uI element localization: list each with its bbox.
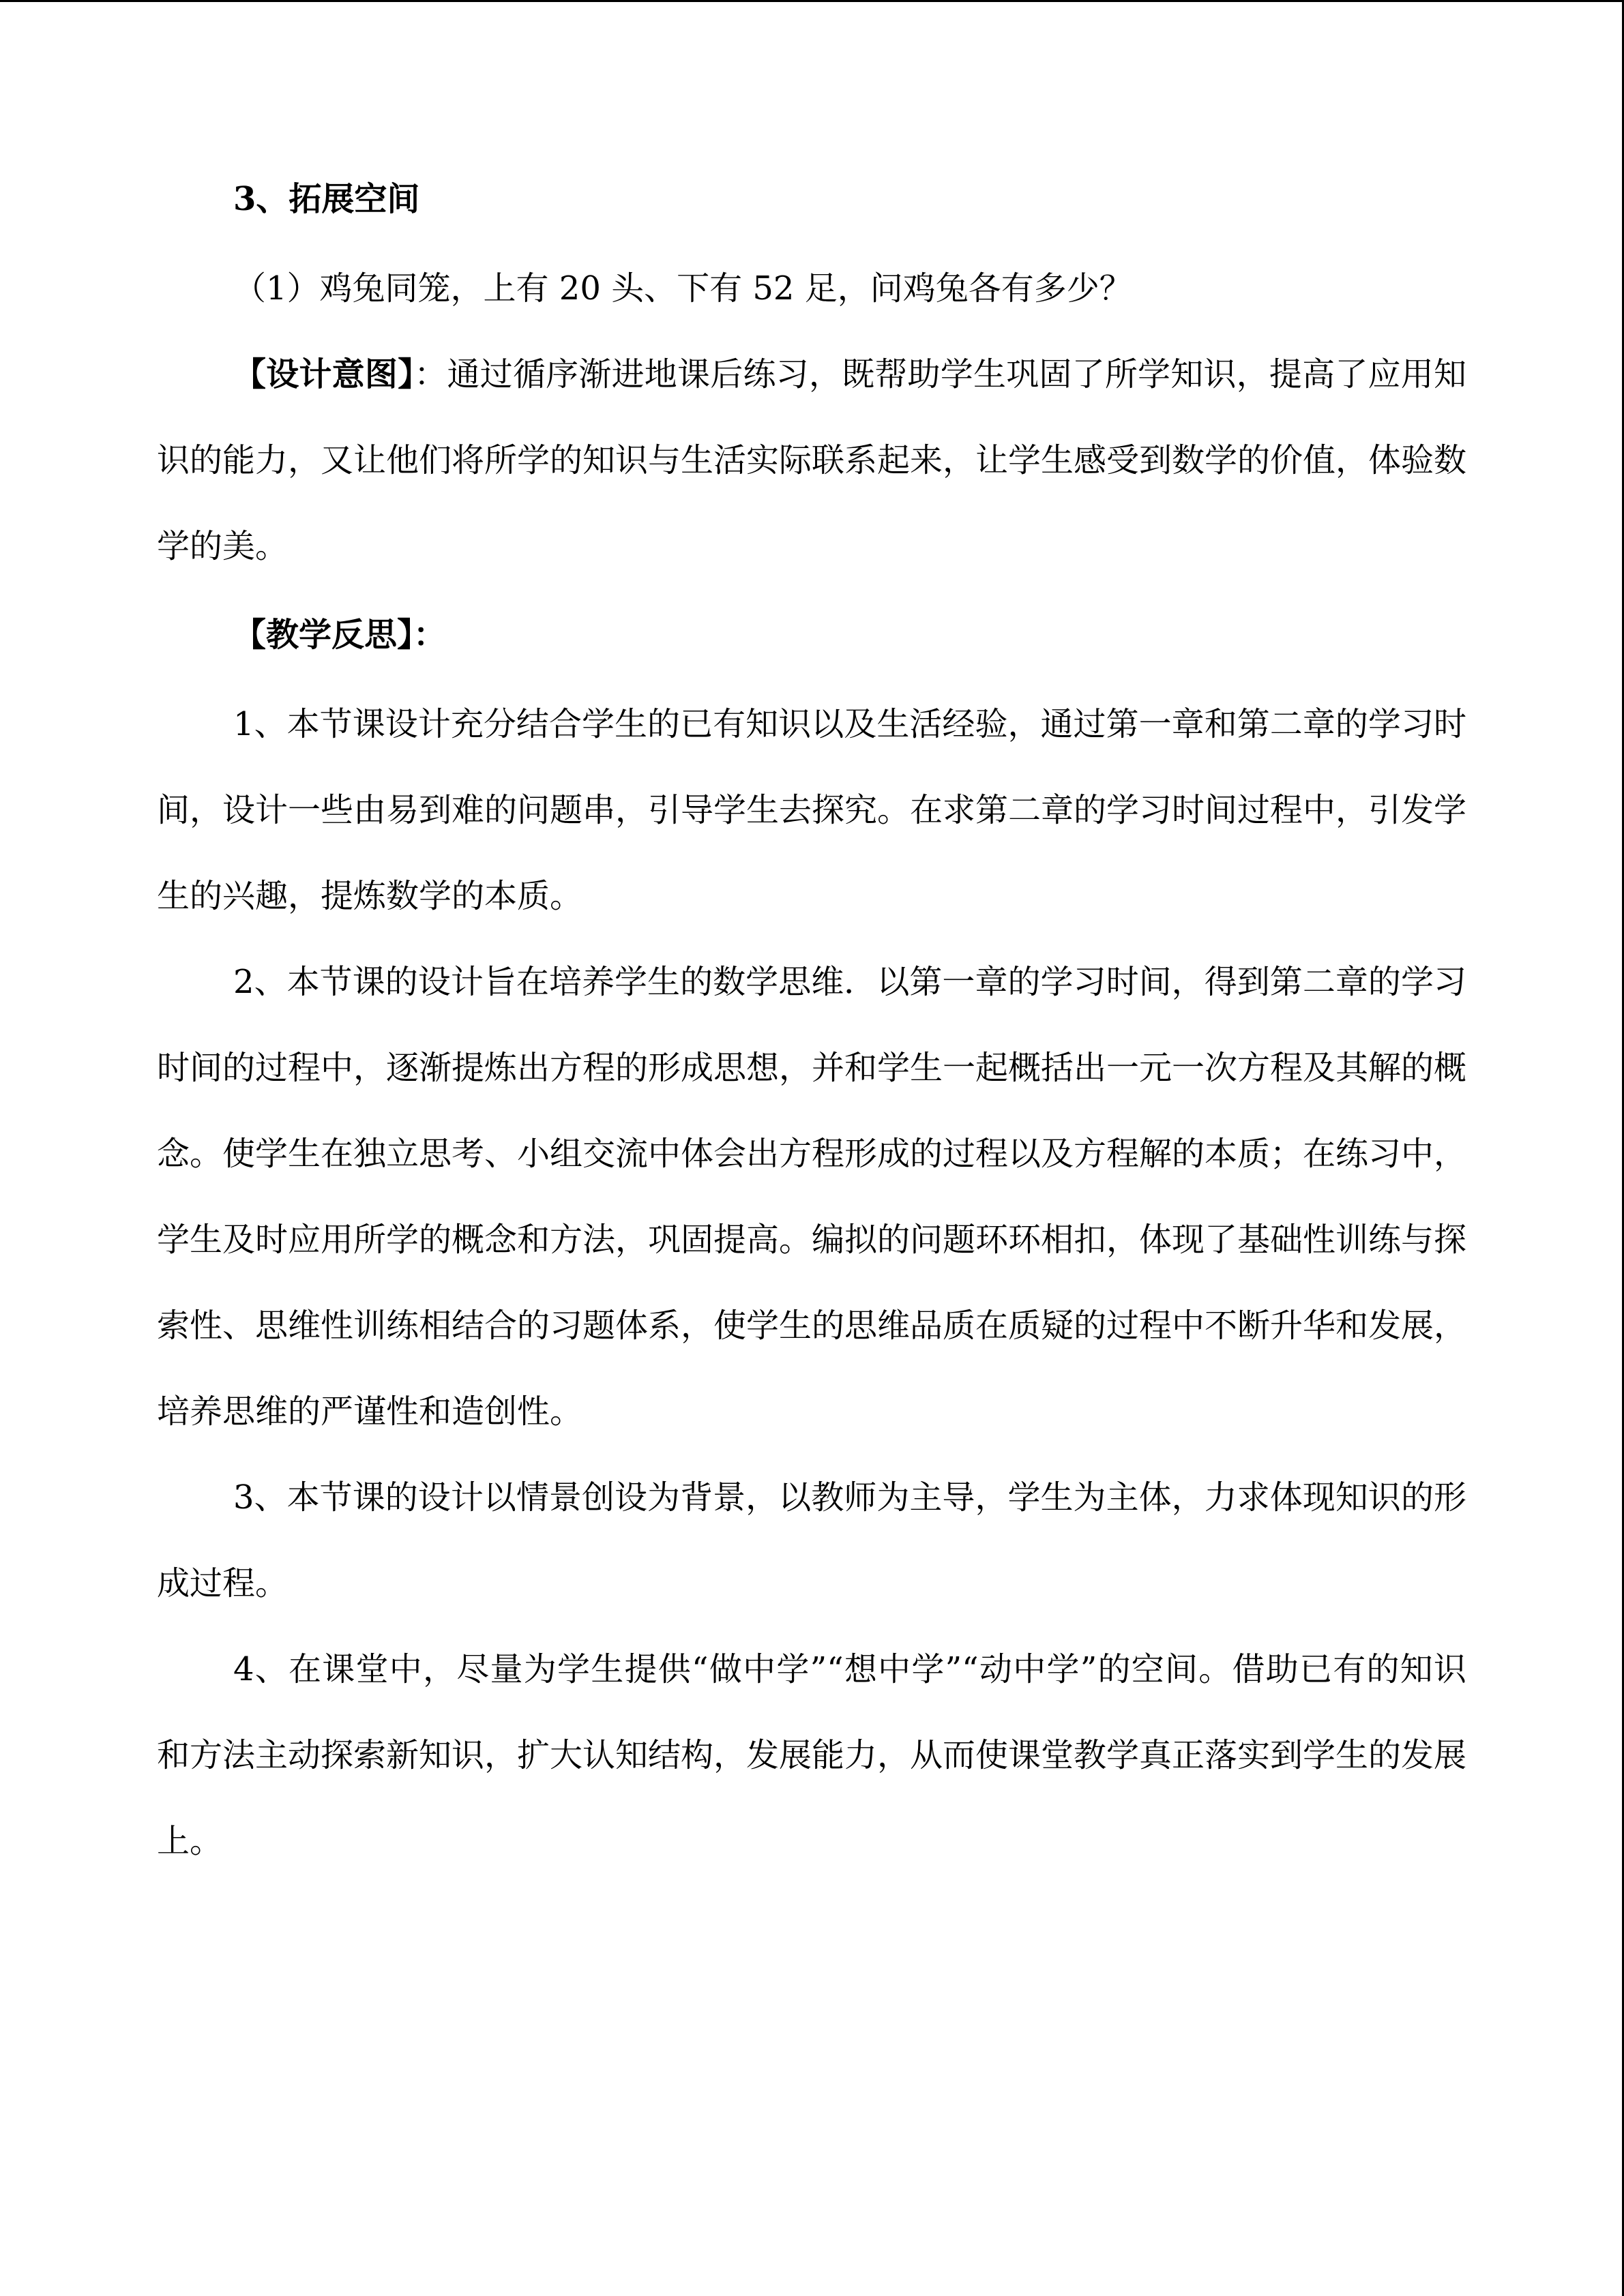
reflection-item-1: 1、本节课设计充分结合学生的已有知识以及生活经验，通过第一章和第二章的学习时间，设计一些由易到难的问题串，引导学生去探究。在求第二章的学习时间过程中，引发学生的兴趣，提炼数学的本质。: [157, 705, 1467, 915]
reflection-item-4: 4、在课堂中，尽量为学生提供“做中学”“想中学”“动中学”的空间。借助已有的知识和方法主动探索新知识，扩大认知结构，发展能力，从而使课堂教学真正落实到学生的发展上。: [157, 1650, 1467, 1860]
problem-statement: （1）鸡兔同笼，上有 20 头、下有 52 足，问鸡兔各有多少？: [233, 269, 1132, 308]
design-intent-text: ：通过循序渐进地课后练习，既帮助学生巩固了所学知识，提高了应用知识的能力，又让他们将所学的知识与生活实际联系起来，让学生感受到数学的价值，体验数学的美。: [157, 355, 1467, 565]
reflection-heading: 【教学反思】：: [233, 616, 447, 654]
section-heading: 3、拓展空间: [233, 180, 420, 218]
design-intent-paragraph: [157, 331, 1466, 589]
reflection-item-2: 2、本节课的设计旨在培养学生的数学思维．以第一章的学习时间，得到第二章的学习时间的过程中，逐渐提炼出方程的形成思想，并和学生一起概括出一元一次方程及其解的概念。使学生在独立思考、小组交流中体会出方程形成的过程以及方程解的本质；在练习中，学生及时应用所学的概念和方法，巩固提高。编拟的问题环环相扣，体现了基础性训练与探索性、思维性训练相结合的习题体系，使学生的思维品质在质疑的过程中不断升华和发展，培养思维的严谨性和造创性。: [157, 963, 1467, 1431]
document-body: [157, 153, 1466, 1884]
design-intent-label: 【设计意图】: [233, 355, 415, 393]
reflection-item-3: 3、本节课的设计以情景创设为背景，以教师为主导，学生为主体，力求体现知识的形成过程。: [157, 1478, 1466, 1602]
